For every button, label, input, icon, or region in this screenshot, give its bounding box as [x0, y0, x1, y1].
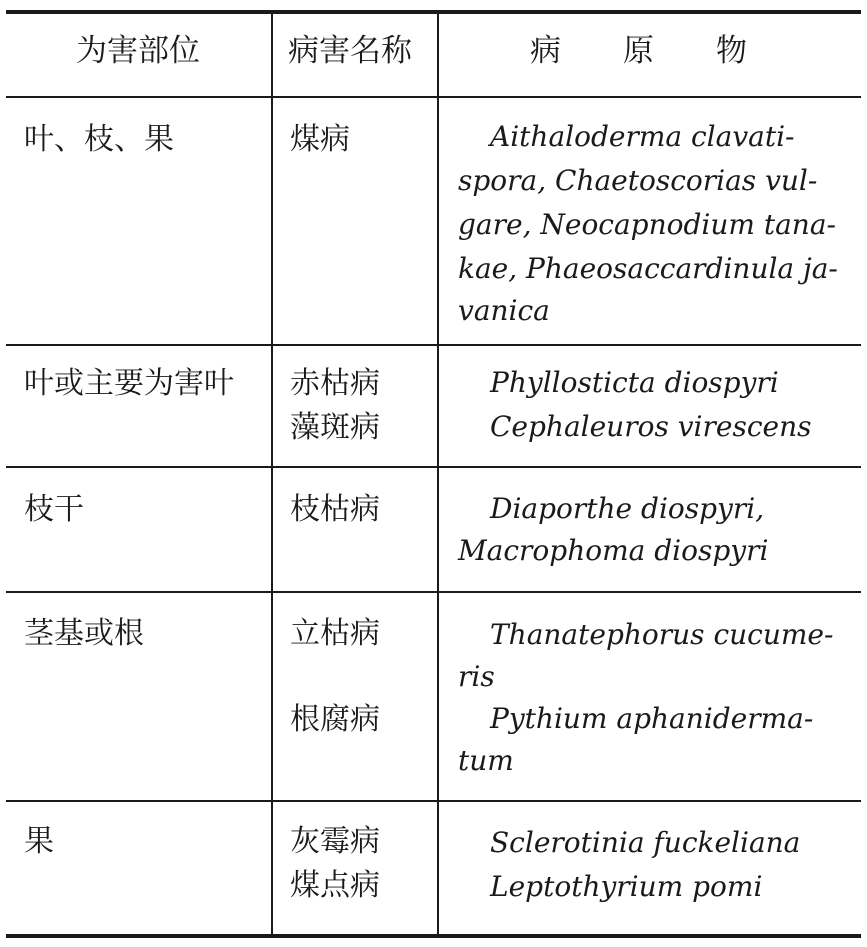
cell-disease-name: 灰霉病: [290, 824, 380, 859]
cell-pathogen: Phyllosticta diospyri: [490, 366, 779, 399]
cell-pathogen: tum: [458, 744, 514, 777]
cell-pathogen: vanica: [458, 294, 550, 327]
cell-disease-name: 赤枯病: [290, 366, 380, 401]
cell-pathogen: Sclerotinia fuckeliana: [490, 826, 801, 859]
cell-pathogen: Macrophoma diospyri: [458, 534, 769, 567]
table-header-rule: [6, 96, 861, 98]
column-divider: [271, 12, 273, 936]
cell-affected-part: 叶或主要为害叶: [24, 366, 234, 401]
cell-affected-part: 果: [24, 824, 54, 859]
cell-disease-name: 枝枯病: [290, 492, 380, 527]
cell-pathogen: Thanatephorus cucume-: [490, 618, 834, 651]
cell-pathogen: Diaporthe diospyri,: [490, 492, 765, 525]
cell-pathogen: Leptothyrium pomi: [490, 870, 763, 903]
cell-disease-name: 立枯病: [290, 616, 380, 651]
row-divider: [6, 344, 861, 346]
cell-pathogen: kae, Phaeosaccardinula ja-: [458, 252, 838, 285]
cell-disease-name: 藻斑病: [290, 410, 380, 445]
table-bottom-rule: [6, 934, 861, 938]
row-divider: [6, 800, 861, 802]
header-affected-part: 为害部位: [76, 33, 200, 69]
cell-pathogen: spora, Chaetoscorias vul-: [458, 164, 818, 197]
cell-pathogen: gare, Neocapnodium tana-: [458, 208, 836, 241]
table-top-rule: [6, 10, 861, 14]
row-divider: [6, 591, 861, 593]
cell-disease-name: 根腐病: [290, 702, 380, 737]
header-disease-name: 病害名称: [288, 33, 412, 69]
cell-pathogen: Pythium aphanidermа-: [490, 702, 814, 735]
cell-affected-part: 枝干: [24, 492, 84, 527]
cell-pathogen: ris: [458, 660, 495, 693]
cell-pathogen: Aithaloderma clavati-: [490, 120, 795, 153]
cell-affected-part: 茎基或根: [24, 616, 144, 651]
cell-affected-part: 叶、枝、果: [24, 122, 174, 157]
header-pathogen: 病 原 物: [530, 33, 747, 69]
cell-disease-name: 煤点病: [290, 868, 380, 903]
row-divider: [6, 466, 861, 468]
column-divider: [437, 12, 439, 936]
cell-pathogen: Cephaleuros virescens: [490, 410, 812, 443]
cell-disease-name: 煤病: [290, 122, 350, 157]
